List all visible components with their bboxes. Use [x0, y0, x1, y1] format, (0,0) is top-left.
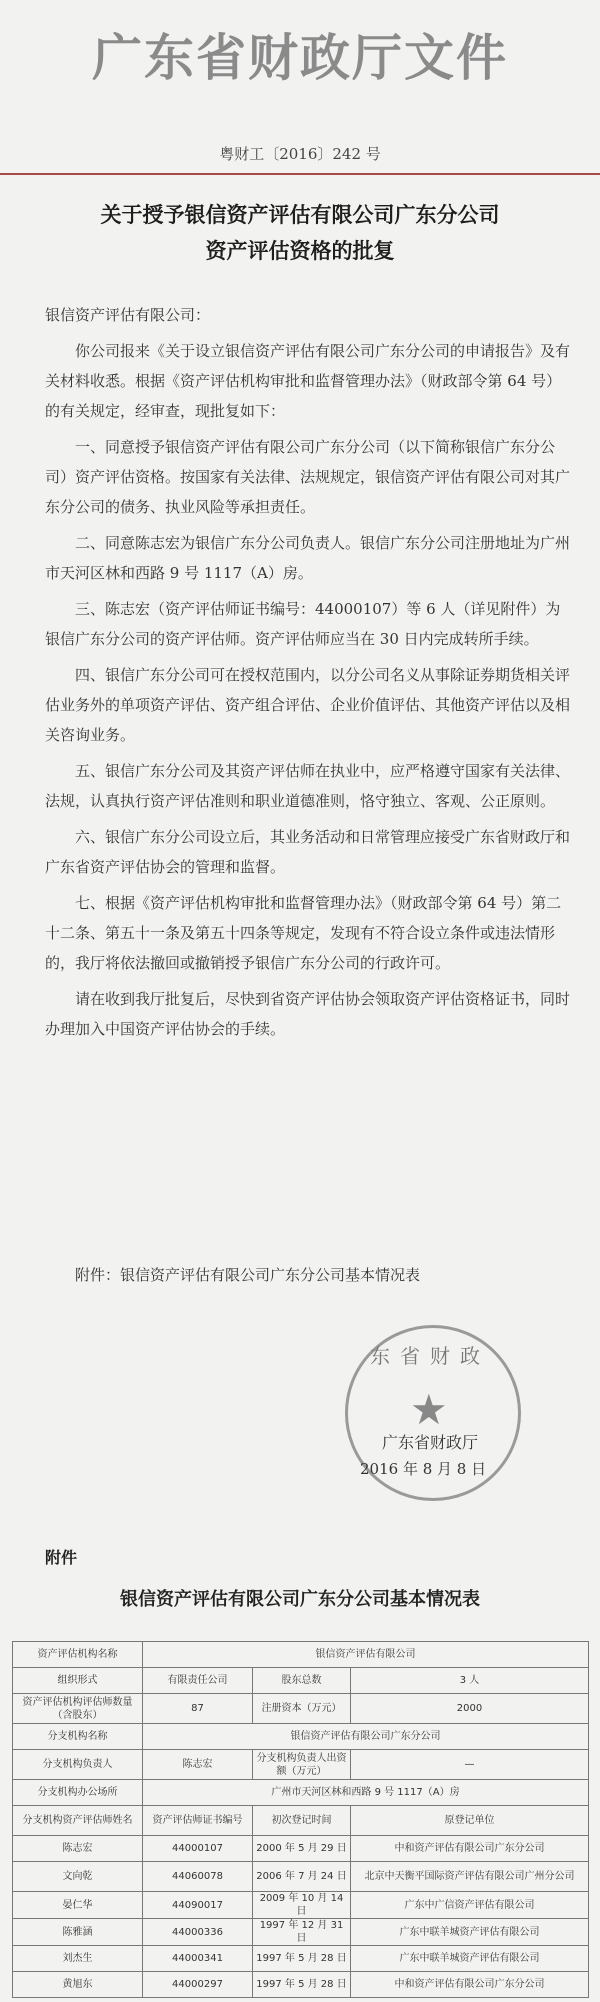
body-paragraph: 四、银信广东分公司可在授权范围内，以分公司名义从事除证券期货相关评估业务外的单项资产评估、资产组合评估、企业价值评估、其他资产评估以及相关咨询业务。 — [45, 666, 571, 744]
table-row — [13, 1750, 589, 1780]
table-cell: 广州市天河区林和西路 9 号 1117（A）房 — [143, 1780, 589, 1806]
certificate-number: 44000341 — [143, 1946, 253, 1972]
table-row — [13, 1780, 589, 1806]
registration-date: 2000 年 5 月 29 日 — [253, 1836, 351, 1862]
table-row — [13, 1724, 589, 1750]
annex-label: 附件 — [45, 1548, 78, 1567]
table-cell: 2000 — [351, 1694, 589, 1724]
body-paragraph: 二、同意陈志宏为银信广东分公司负责人。银信广东分公司注册地址为广州市天河区林和西路 9 号 1117（A）房。 — [45, 534, 571, 582]
certificate-number: 44000107 — [143, 1836, 253, 1862]
header-divider — [0, 173, 600, 175]
original-unit: 广东中联羊城资产评估有限公司 — [351, 1919, 589, 1946]
table-row — [13, 1836, 589, 1862]
table-row — [13, 1946, 589, 1972]
table-cell: 分支机构办公场所 — [13, 1780, 143, 1806]
table-row — [13, 1862, 589, 1892]
certificate-number: 44000297 — [143, 1972, 253, 1998]
body-paragraph: 一、同意授予银信资产评估有限公司广东分公司（以下简称银信广东分公司）资产评估资格。按国家有关法律、法规规定，银信资产评估有限公司对其广东分公司的债务、执业风险等承担责任。 — [45, 438, 571, 516]
body-paragraph: 五、银信广东分公司及其资产评估师在执业中，应严格遵守国家有关法律、法规，认真执行资产评估准则和职业道德准则，恪守独立、客观、公正原则。 — [45, 762, 571, 810]
table-cell: 银信资产评估有限公司 — [143, 1642, 589, 1668]
seal-bottom-text: 广东省财政厅 — [381, 1433, 478, 1452]
seal-top-text: 东省财政 — [370, 1344, 490, 1368]
annex-title: 银信资产评估有限公司广东分公司基本情况表 — [120, 1589, 480, 1610]
original-unit: 广东中广信资产评估有限公司 — [351, 1892, 589, 1919]
appraiser-name: 刘杰生 — [13, 1946, 143, 1972]
body-paragraph: 三、陈志宏（资产评估师证书编号：44000107）等 6 人（详见附件）为银信广东分公司的资产评估师。资产评估师应当在 30 日内完成转所手续。 — [45, 600, 561, 648]
appraiser-name: 陈志宏 — [13, 1836, 143, 1862]
column-header: 初次登记时间 — [253, 1806, 351, 1836]
column-header: 原登记单位 — [351, 1806, 589, 1836]
table-cell: 股东总数 — [253, 1668, 351, 1694]
original-unit: 中和资产评估有限公司广东分公司 — [351, 1972, 589, 1998]
table-cell: 分支机构名称 — [13, 1724, 143, 1750]
body-paragraph: 请在收到我厅批复后，尽快到省资产评估协会领取资产评估资格证书，同时办理加入中国资产评估协会的手续。 — [45, 990, 571, 1038]
attachment-reference: 附件：银信资产评估有限公司广东分公司基本情况表 — [75, 1266, 421, 1284]
appraiser-name: 文向乾 — [13, 1862, 143, 1892]
title-line-1: 关于授予银信资产评估有限公司广东分公司 — [100, 202, 500, 227]
document-header-title: 广东省财政厅文件 — [92, 28, 508, 87]
table-cell: 分支机构负责人 — [13, 1750, 143, 1780]
certificate-number: 44000336 — [143, 1919, 253, 1946]
seal-star-icon: ★ — [410, 1385, 448, 1434]
table-cell: 注册资本（万元） — [253, 1694, 351, 1724]
table-cell: 3 人 — [351, 1668, 589, 1694]
table-cell: 资产评估机构评估师数量（含股东） — [13, 1694, 143, 1724]
table-cell: 有限责任公司 — [143, 1668, 253, 1694]
original-unit: 中和资产评估有限公司广东分公司 — [351, 1836, 589, 1862]
column-header: 资产评估师证书编号 — [143, 1806, 253, 1836]
appraiser-name: 黄旭东 — [13, 1972, 143, 1998]
registration-date: 1997 年 5 月 28 日 — [253, 1946, 351, 1972]
document-number: 粤财工〔2016〕242 号 — [219, 145, 381, 163]
table-cell: 组织形式 — [13, 1668, 143, 1694]
certificate-number: 44060078 — [143, 1862, 253, 1892]
certificate-number: 44090017 — [143, 1892, 253, 1919]
appraiser-name: 晏仁华 — [13, 1892, 143, 1919]
registration-date: 2009 年 10 月 14 日 — [253, 1892, 351, 1919]
registration-date: 2006 年 7 月 24 日 — [253, 1862, 351, 1892]
registration-date: 1997 年 5 月 28 日 — [253, 1972, 351, 1998]
table-cell: 资产评估机构名称 — [13, 1642, 143, 1668]
table-cell: — — [351, 1750, 589, 1780]
issue-date: 2016 年 8 月 8 日 — [360, 1460, 487, 1478]
table-cell: 银信资产评估有限公司广东分公司 — [143, 1724, 589, 1750]
table-row — [13, 1694, 589, 1724]
table-row — [13, 1972, 589, 1998]
appraiser-name: 陈雅涵 — [13, 1919, 143, 1946]
title-line-2: 资产评估资格的批复 — [205, 238, 395, 263]
table-row — [13, 1642, 589, 1668]
original-unit: 广东中联羊城资产评估有限公司 — [351, 1946, 589, 1972]
table-cell: 87 — [143, 1694, 253, 1724]
document-body — [45, 300, 570, 1050]
document-title — [0, 197, 600, 269]
column-header: 分支机构资产评估师姓名 — [13, 1806, 143, 1836]
body-paragraph: 七、根据《资产评估机构审批和监督管理办法》（财政部令第 64 号）第二十二条、第五十一条及第五十四条等规定，发现有不符合设立条件或违法情形的，我厅将依法撤回或撤销授予银信广东分公司的行政许可。 — [45, 894, 562, 972]
table-cell: 陈志宏 — [143, 1750, 253, 1780]
basic-info-table — [12, 1641, 589, 1998]
salutation: 银信资产评估有限公司： — [45, 306, 211, 324]
registration-date: 1997 年 12 月 31 日 — [253, 1919, 351, 1946]
body-paragraph: 六、银信广东分公司设立后，其业务活动和日常管理应接受广东省财政厅和广东省资产评估协会的管理和监督。 — [45, 828, 571, 876]
table-cell: 分支机构负责人出资额（万元） — [253, 1750, 351, 1780]
table-row — [13, 1892, 589, 1919]
original-unit: 北京中天衡平国际资产评估有限公司广州分公司 — [351, 1862, 589, 1892]
table-row — [13, 1919, 589, 1946]
table-header-row — [13, 1806, 589, 1836]
table-row — [13, 1668, 589, 1694]
body-paragraph: 你公司报来《关于设立银信资产评估有限公司广东分公司的申请报告》及有关材料收悉。根据《资产评估机构审批和监督管理办法》（财政部令第 64 号）的有关规定，经审查，现批复如下： — [45, 342, 571, 420]
